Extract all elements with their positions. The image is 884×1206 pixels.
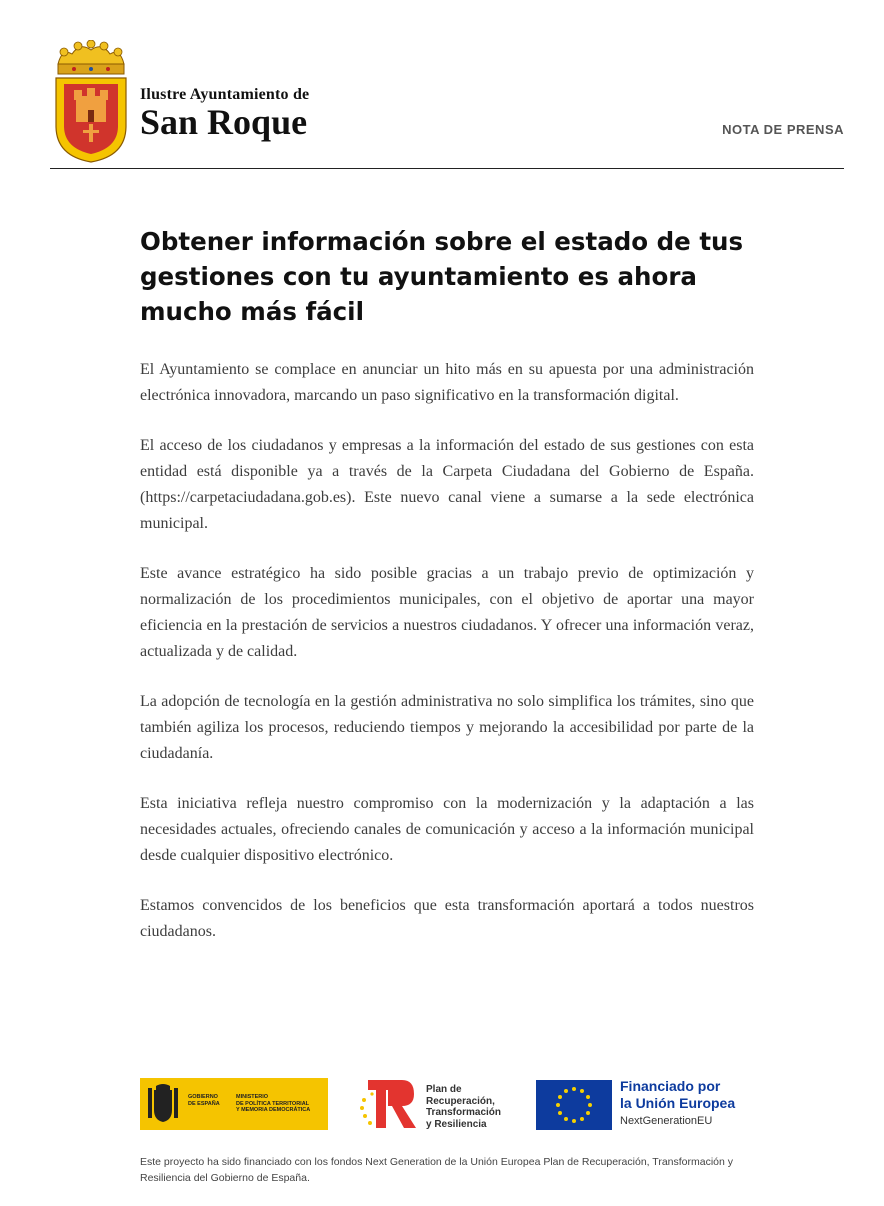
press-release-body [140,357,754,969]
plan-recuperacion-logo [358,1078,518,1132]
organization-line1: Ilustre Ayuntamiento de [140,86,310,103]
header-divider [50,168,844,169]
body-paragraph: Este avance estratégico ha sido posible gracias a un trabajo previo de optimización y normalización de los procedimientos municipales, con el objetivo de aportar una mayor eficiencia en la prestación de servicios a nuestros ciudadanos. Y ofrecer una información veraz, actualizada y de calidad. [140,565,754,660]
body-paragraph: Estamos convencidos de los beneficios que esta transformación aportará a todos nuestros ciudadanos. [140,897,754,940]
press-release-title: Obtener información sobre el estado de tus gestiones con tu ayuntamiento es ahora mucho más fácil [140,227,744,326]
gobierno-espana-logo [140,1078,328,1130]
next-generation-eu-label: NextGenerationEU [620,1115,713,1127]
organization-name [140,86,310,142]
eu-flag-icon [536,1080,612,1130]
body-paragraph: La adopción de tecnología en la gestión administrativa no solo simplifica los trámites, sino que también agiliza los procesos, reduciendo tiempos y mejorando la accesibilidad por parte de la ciudadanía. [140,693,754,762]
eu-funding-logo [536,1078,760,1132]
funding-footnote: Este proyecto ha sido financiado con los fondos Next Generation de la Unión Europea Plan de Recuperación, Transformación y Resiliencia del Gobierno de España. [140,1156,734,1184]
spain-coat-of-arms-icon [146,1084,180,1124]
body-paragraph: Esta iniciativa refleja nuestro compromiso con la modernización y la adaptación a las necesidades actuales, ofreciendo canales de comunicación y acceso a la información municipal desde cualquier dispositivo electrónico. [140,795,754,864]
document-type-label: NOTA DE PRENSA [722,122,844,137]
ministerio-text: MINISTERIO DE POLÍTICA TERRITORIAL Y MEMORIA DEMOCRÁTICA [236,1094,311,1113]
eu-funding-title: Financiado por la Unión Europea [620,1078,736,1111]
san-roque-crest-icon [50,40,132,164]
plan-recuperacion-text: Plan de Recuperación, Transformación y Resiliencia [426,1084,502,1130]
body-paragraph: El Ayuntamiento se complace en anunciar un hito más en su apuesta por una administración electrónica innovadora, marcando un paso significativo en la transformación digital. [140,361,754,404]
funding-logos [140,1078,760,1132]
header [50,40,844,168]
gobierno-text: GOBIERNO DE ESPAÑA [188,1094,220,1107]
body-paragraph: El acceso de los ciudadanos y empresas a la información del estado de sus gestiones con esta entidad está disponible ya a través de la Carpeta Ciudadana del Gobierno de España. (https://carpetaciudadana.gob.es). Este nuevo canal viene a sumarse a la sede electrónica municipal. [140,437,754,532]
plan-recuperacion-tr-icon [358,1078,418,1132]
organization-line2: San Roque [140,102,308,142]
